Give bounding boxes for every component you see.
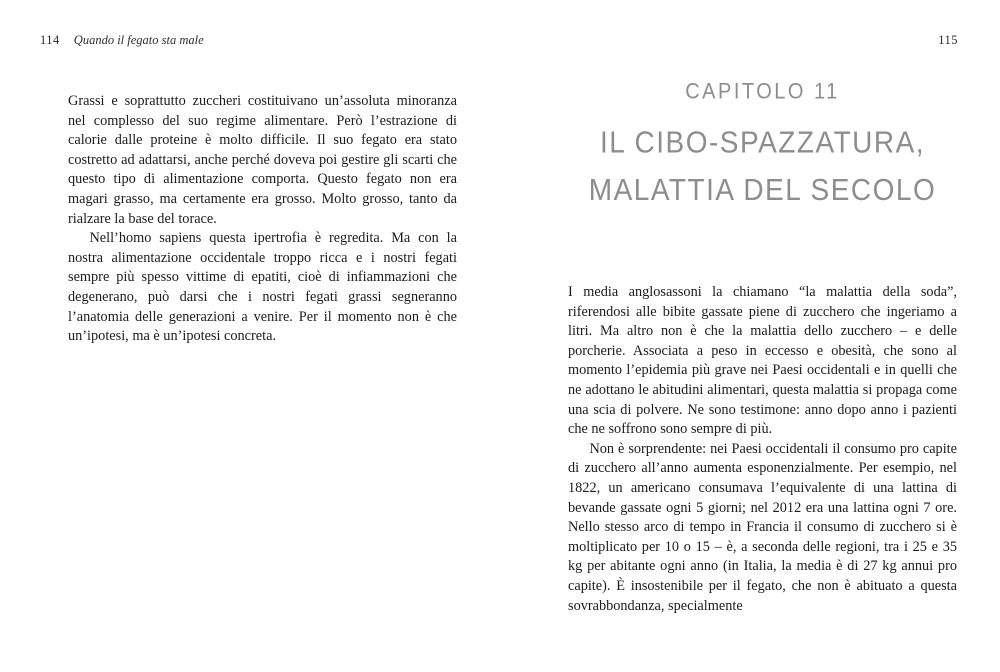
chapter-title-line-1: IL CIBO-SPAZZATURA, — [599, 125, 926, 160]
chapter-title-line-2: MALATTIA DEL SECOLO — [588, 172, 937, 207]
paragraph: Grassi e soprattutto zuccheri costituivano un’assoluta minoranza nel complesso del suo regime alimentare. Però l’estrazione di calorie dalle proteine è molto difficile. Il suo fegato era stato costretto ad adattarsi, anche perché doveva poi gestire gli scarti che questo tipo di alimentazione comporta. Questo fegato non era magari grasso, ma certamente era grosso. Molto grosso, tanto da rialzare la base del torace. — [68, 93, 457, 227]
paragraph: Non è sorprendente: nei Paesi occidentali il consumo pro capite di zucchero all’anno aumenta esponenzialmente. Per esempio, nel 1822, un americano consumava l’equivalente di una lattina di bevande gassate ogni 5 giorni; nel 2012 era una lattina ogni 7 ore. Nello stesso arco di tempo in Francia il consumo di zucchero si è moltiplicato per 10 o 15 – è, a seconda delle regioni, tra i 25 e 35 kg per abitante ogni anno (in Italia, la media è di 27 kg annui pro capite). È insostenibile per il fegato, che non è abituato a questa sovrabbondanza, specialmente — [568, 440, 957, 614]
left-text-column — [68, 92, 457, 347]
paragraph: Nell’homo sapiens questa ipertrofia è regredita. Ma con la nostra alimentazione occidentale troppo ricca e i nostri fegati sempre più spesso vittime di epatiti, cioè di infiammazioni che degenerano, può darsi che i nostri fegati grassi segneranno l’anatomia delle generazioni a venire. Per il momento non è che un’ipotesi, ma è un’ipotesi concreta. — [68, 230, 457, 345]
chapter-label: CAPITOLO 11 — [685, 80, 840, 105]
right-page-header — [938, 33, 958, 48]
running-head: Quando il fegato sta male — [73, 33, 204, 47]
left-page-header — [40, 33, 204, 48]
left-page-number: 114 — [40, 33, 60, 47]
paragraph: I media anglosassoni la chiamano “la malattia della soda”, riferendosi alle bibite gassate piene di zucchero che ingeriamo a litri. Ma altro non è che la malattia dello zucchero – e delle porcherie. Associata a peso in eccesso e obesità, che sono al momento l’epidemia più grave nei Paesi occidentali e in quelli che ne adottano le abitudini alimentari, questa malattia si propaga come una scia di polvere. Ne sono testimone: anno dopo anno i pazienti che ne soffrono sono sempre di più. — [568, 284, 957, 438]
chapter-heading — [568, 80, 957, 214]
right-page-number: 115 — [938, 33, 958, 47]
chapter-title — [568, 119, 957, 214]
right-text-column — [568, 283, 957, 616]
